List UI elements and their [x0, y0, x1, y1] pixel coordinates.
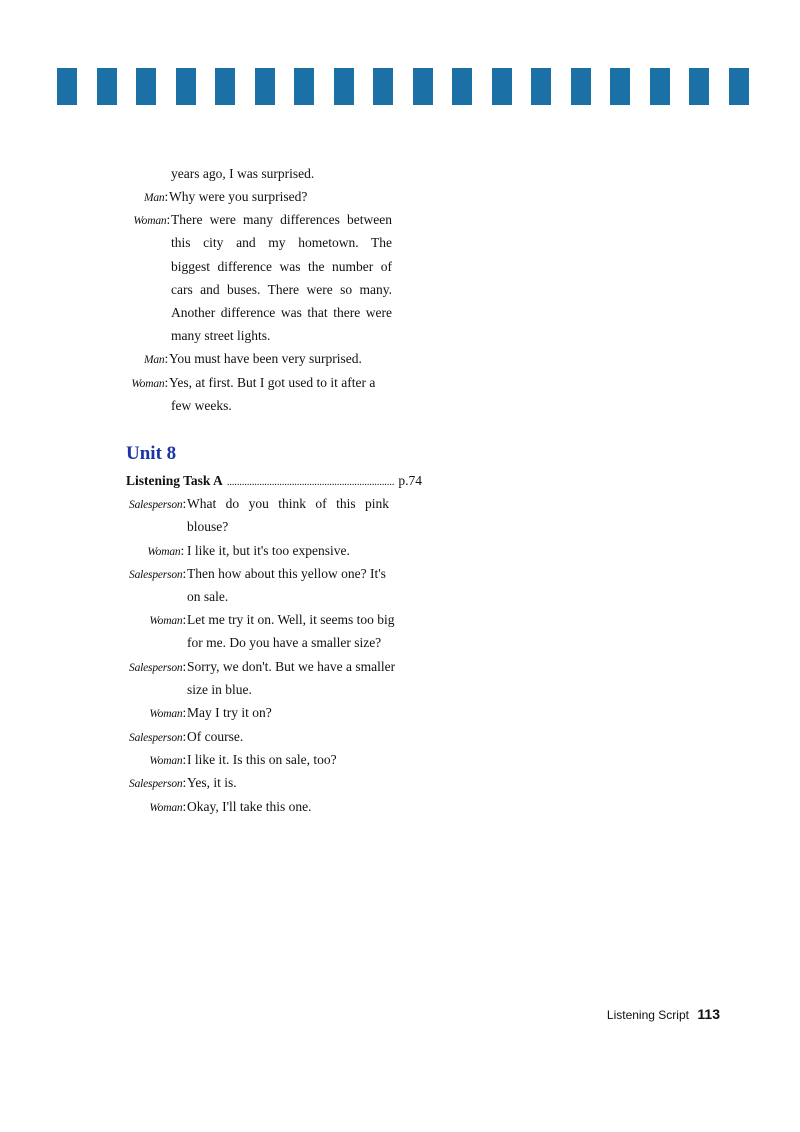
speaker-label: Salesperson:	[129, 566, 186, 581]
dialogue-line: cars and buses. There were so many.	[171, 282, 392, 297]
dialogue-line: I like it, but it's too expensive.	[187, 543, 350, 558]
dialogue-line: There were many differences between	[171, 212, 392, 227]
header-stripe	[373, 68, 393, 105]
dialogue-line: many street lights.	[171, 328, 271, 343]
header-stripe	[531, 68, 551, 105]
speaker-label: Salesperson:	[129, 729, 186, 744]
dialogue-line: Another difference was that there were	[171, 305, 392, 320]
dialogue-line: You must have been very surprised.	[169, 351, 362, 366]
page-footer	[560, 1006, 720, 1024]
header-stripe	[255, 68, 275, 105]
header-stripe	[452, 68, 472, 105]
dialogue-line: size in blue.	[187, 682, 252, 697]
header-stripe	[729, 68, 749, 105]
dialogue-line: few weeks.	[171, 398, 232, 413]
dialogue-line: on sale.	[187, 589, 229, 604]
task-page-ref: p.74	[398, 473, 422, 488]
header-stripe	[610, 68, 630, 105]
dialogue-line: Let me try it on. Well, it seems too big	[187, 612, 395, 627]
speaker-label: Salesperson:	[129, 775, 186, 790]
speaker-label: Woman:	[149, 799, 186, 814]
dialogue-line: Sorry, we don't. But we have a smaller	[187, 659, 396, 674]
header-stripe	[492, 68, 512, 105]
dialogue-line: Okay, I'll take this one.	[187, 799, 312, 814]
dialogue-line: Then how about this yellow one? It's	[187, 566, 386, 581]
dialogue-line: May I try it on?	[187, 705, 272, 720]
header-stripe	[689, 68, 709, 105]
speaker-label: Salesperson:	[129, 496, 186, 511]
speaker-label: Woman:	[133, 212, 170, 227]
header-stripe	[57, 68, 77, 105]
dialogue-line: What do you think of this pink	[187, 496, 389, 511]
dialogue-line: for me. Do you have a smaller size?	[187, 635, 382, 650]
speaker-label: Woman:	[149, 612, 186, 627]
speaker-label: Salesperson:	[129, 659, 186, 674]
speaker-label: Woman:	[131, 375, 168, 390]
header-stripe	[176, 68, 196, 105]
header-stripe	[413, 68, 433, 105]
dialogue-line: Why were you surprised?	[169, 189, 308, 204]
speaker-label: Woman:	[149, 752, 186, 767]
page-number: 113	[697, 1006, 720, 1022]
dialogue-line: Yes, at first. But I got used to it after a	[169, 375, 376, 390]
dialogue-line: biggest difference was the number of	[171, 259, 392, 274]
header-stripe	[294, 68, 314, 105]
task-title: Listening Task A	[126, 473, 223, 488]
header-stripe	[97, 68, 117, 105]
dialogue-line: blouse?	[187, 519, 229, 534]
header-stripe	[571, 68, 591, 105]
unit-title: Unit 8	[126, 443, 177, 464]
dialogue-line: Of course.	[187, 729, 244, 744]
header-stripe	[136, 68, 156, 105]
speaker-label: Woman:	[149, 705, 186, 720]
dialogue-line: I like it. Is this on sale, too?	[187, 752, 337, 767]
dialogue-line: Yes, it is.	[187, 775, 237, 790]
dialogue-line: this city and my hometown. The	[171, 235, 392, 250]
header-stripe-bar	[57, 68, 757, 105]
dialogue-line: years ago, I was surprised.	[171, 166, 315, 181]
speaker-label: Man:	[143, 189, 168, 204]
header-stripe	[334, 68, 354, 105]
task-leader-dots: ...................................................................	[226, 477, 395, 488]
speaker-label: Woman:	[147, 543, 184, 558]
task-heading	[126, 472, 422, 492]
header-stripe	[215, 68, 235, 105]
footer-label: Listening Script	[606, 1008, 689, 1022]
speaker-label: Man:	[143, 351, 168, 366]
header-stripe	[650, 68, 670, 105]
